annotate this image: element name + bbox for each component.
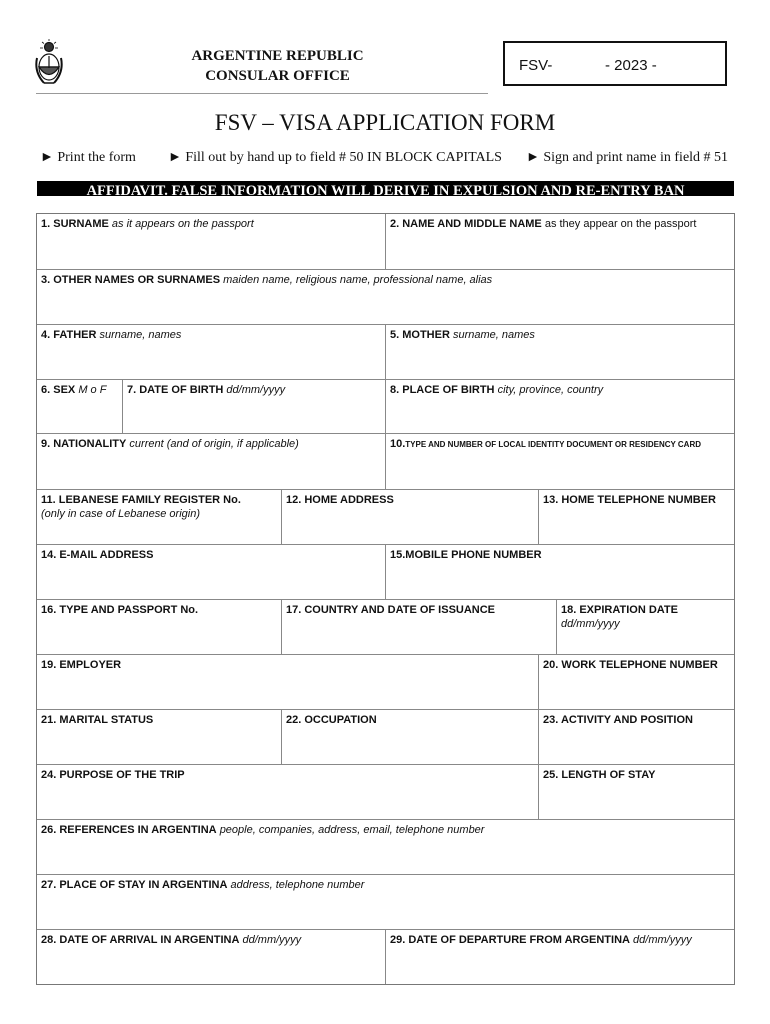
org-line-2: CONSULAR OFFICE — [205, 68, 350, 84]
field-label: 10. — [390, 438, 406, 450]
field-hint: surname, names — [452, 329, 535, 341]
field-19-employer[interactable] — [37, 655, 539, 710]
field-hint: as it appears on the passport — [111, 218, 254, 230]
field-hint: city, province, country — [497, 384, 604, 396]
field-label: 6. SEX — [41, 384, 76, 396]
field-hint: address, telephone number — [230, 879, 365, 891]
instruction-print: ► Print the form — [40, 150, 136, 165]
field-5-mother[interactable] — [386, 325, 734, 380]
field-label: 9. NATIONALITY — [41, 438, 127, 450]
field-3-other-names[interactable] — [37, 270, 734, 325]
field-label: 24. PURPOSE OF THE TRIP — [41, 769, 185, 781]
header-divider — [36, 93, 488, 94]
field-label: 13. HOME TELEPHONE NUMBER — [543, 494, 716, 506]
field-6-sex[interactable] — [37, 380, 123, 434]
field-label: 19. EMPLOYER — [41, 659, 122, 671]
field-label: 17. COUNTRY AND DATE OF ISSUANCE — [286, 604, 496, 616]
field-label: 26. REFERENCES IN ARGENTINA — [41, 824, 217, 836]
field-1-surname[interactable] — [37, 214, 386, 270]
field-label: 11. LEBANESE FAMILY REGISTER No. — [41, 494, 241, 506]
application-form-grid — [36, 213, 735, 985]
field-20-work-telephone[interactable] — [539, 655, 734, 710]
field-24-purpose-of-trip[interactable] — [37, 765, 539, 820]
field-25-length-of-stay[interactable] — [539, 765, 734, 820]
field-label: 4. FATHER — [41, 329, 97, 341]
field-hint: dd/mm/yyyy — [226, 384, 286, 396]
field-label: 27. PLACE OF STAY IN ARGENTINA — [41, 879, 228, 891]
field-hint: as they appear on the passport — [544, 218, 697, 230]
field-hint: people, companies, address, email, telephone number — [219, 824, 485, 836]
field-4-father[interactable] — [37, 325, 386, 380]
field-label: 25. LENGTH OF STAY — [543, 769, 656, 781]
instruction-sign: ► Sign and print name in field # 51 — [526, 150, 729, 165]
field-hint: TYPE AND NUMBER OF LOCAL IDENTITY DOCUMENT OR RESIDENCY CARD — [405, 440, 702, 449]
field-28-date-of-arrival[interactable] — [37, 930, 386, 984]
field-label: 7. DATE OF BIRTH — [127, 384, 224, 396]
field-26-references[interactable] — [37, 820, 734, 875]
field-label: 8. PLACE OF BIRTH — [390, 384, 495, 396]
field-15-mobile-phone[interactable] — [386, 545, 734, 600]
field-14-email[interactable] — [37, 545, 386, 600]
field-12-home-address[interactable] — [282, 490, 539, 545]
field-label: 29. DATE OF DEPARTURE FROM ARGENTINA — [390, 934, 630, 946]
field-2-name[interactable] — [386, 214, 734, 270]
argentine-coat-of-arms-icon — [34, 38, 64, 88]
field-23-activity-position[interactable] — [539, 710, 734, 765]
form-title: FSV – VISA APPLICATION FORM — [214, 110, 556, 135]
field-label: 16. TYPE AND PASSPORT No. — [41, 604, 199, 616]
field-hint: dd/mm/yyyy — [242, 934, 302, 946]
field-label: 18. EXPIRATION DATE — [561, 604, 678, 616]
field-hint: maiden name, religious name, professional name, alias — [223, 274, 493, 286]
field-label: 28. DATE OF ARRIVAL IN ARGENTINA — [41, 934, 240, 946]
org-line-1: ARGENTINE REPUBLIC — [191, 48, 364, 64]
field-21-marital-status[interactable] — [37, 710, 282, 765]
fsv-prefix: FSV- — [519, 57, 553, 74]
field-8-place-of-birth[interactable] — [386, 380, 734, 434]
field-29-date-of-departure[interactable] — [386, 930, 734, 984]
field-11-lebanese-register[interactable] — [37, 490, 282, 545]
field-27-place-of-stay[interactable] — [37, 875, 734, 930]
field-16-passport-number[interactable] — [37, 600, 282, 655]
field-hint: M o F — [78, 384, 107, 396]
field-18-expiration-date[interactable] — [557, 600, 734, 655]
field-label: 1. SURNAME — [41, 218, 109, 230]
field-label: 20. WORK TELEPHONE NUMBER — [543, 659, 718, 671]
field-label: 23. ACTIVITY AND POSITION — [543, 714, 693, 726]
field-label: 21. MARITAL STATUS — [41, 714, 154, 726]
field-hint: current (and of origin, if applicable) — [129, 438, 299, 450]
affidavit-banner — [37, 181, 734, 196]
organization-name — [170, 46, 385, 86]
field-9-nationality[interactable] — [37, 434, 386, 490]
field-label: 2. NAME AND MIDDLE NAME — [390, 218, 542, 230]
field-label: 15.MOBILE PHONE NUMBER — [390, 549, 542, 561]
field-label: 14. E-MAIL ADDRESS — [41, 549, 154, 561]
field-hint: (only in case of Lebanese origin) — [41, 508, 200, 520]
field-10-identity-document[interactable] — [386, 434, 734, 490]
instruction-fill: ► Fill out by hand up to field # 50 IN BLOCK CAPITALS — [168, 150, 502, 165]
field-hint: surname, names — [99, 329, 182, 341]
field-label: 3. OTHER NAMES OR SURNAMES — [41, 274, 221, 286]
fsv-year: - 2023 - — [605, 57, 657, 74]
field-hint: dd/mm/yyyy — [561, 618, 620, 630]
field-13-home-telephone[interactable] — [539, 490, 734, 545]
affidavit-text: AFFIDAVIT. FALSE INFORMATION WILL DERIVE IN EXPULSION AND RE-ENTRY BAN — [86, 183, 685, 196]
field-label: 12. HOME ADDRESS — [286, 494, 394, 506]
field-22-occupation[interactable] — [282, 710, 539, 765]
field-hint: dd/mm/yyyy — [633, 934, 692, 946]
fsv-number-box[interactable] — [503, 41, 727, 86]
field-label: 22. OCCUPATION — [286, 714, 377, 726]
field-7-date-of-birth[interactable] — [123, 380, 386, 434]
field-label: 5. MOTHER — [390, 329, 450, 341]
field-17-country-date-issuance[interactable] — [282, 600, 557, 655]
